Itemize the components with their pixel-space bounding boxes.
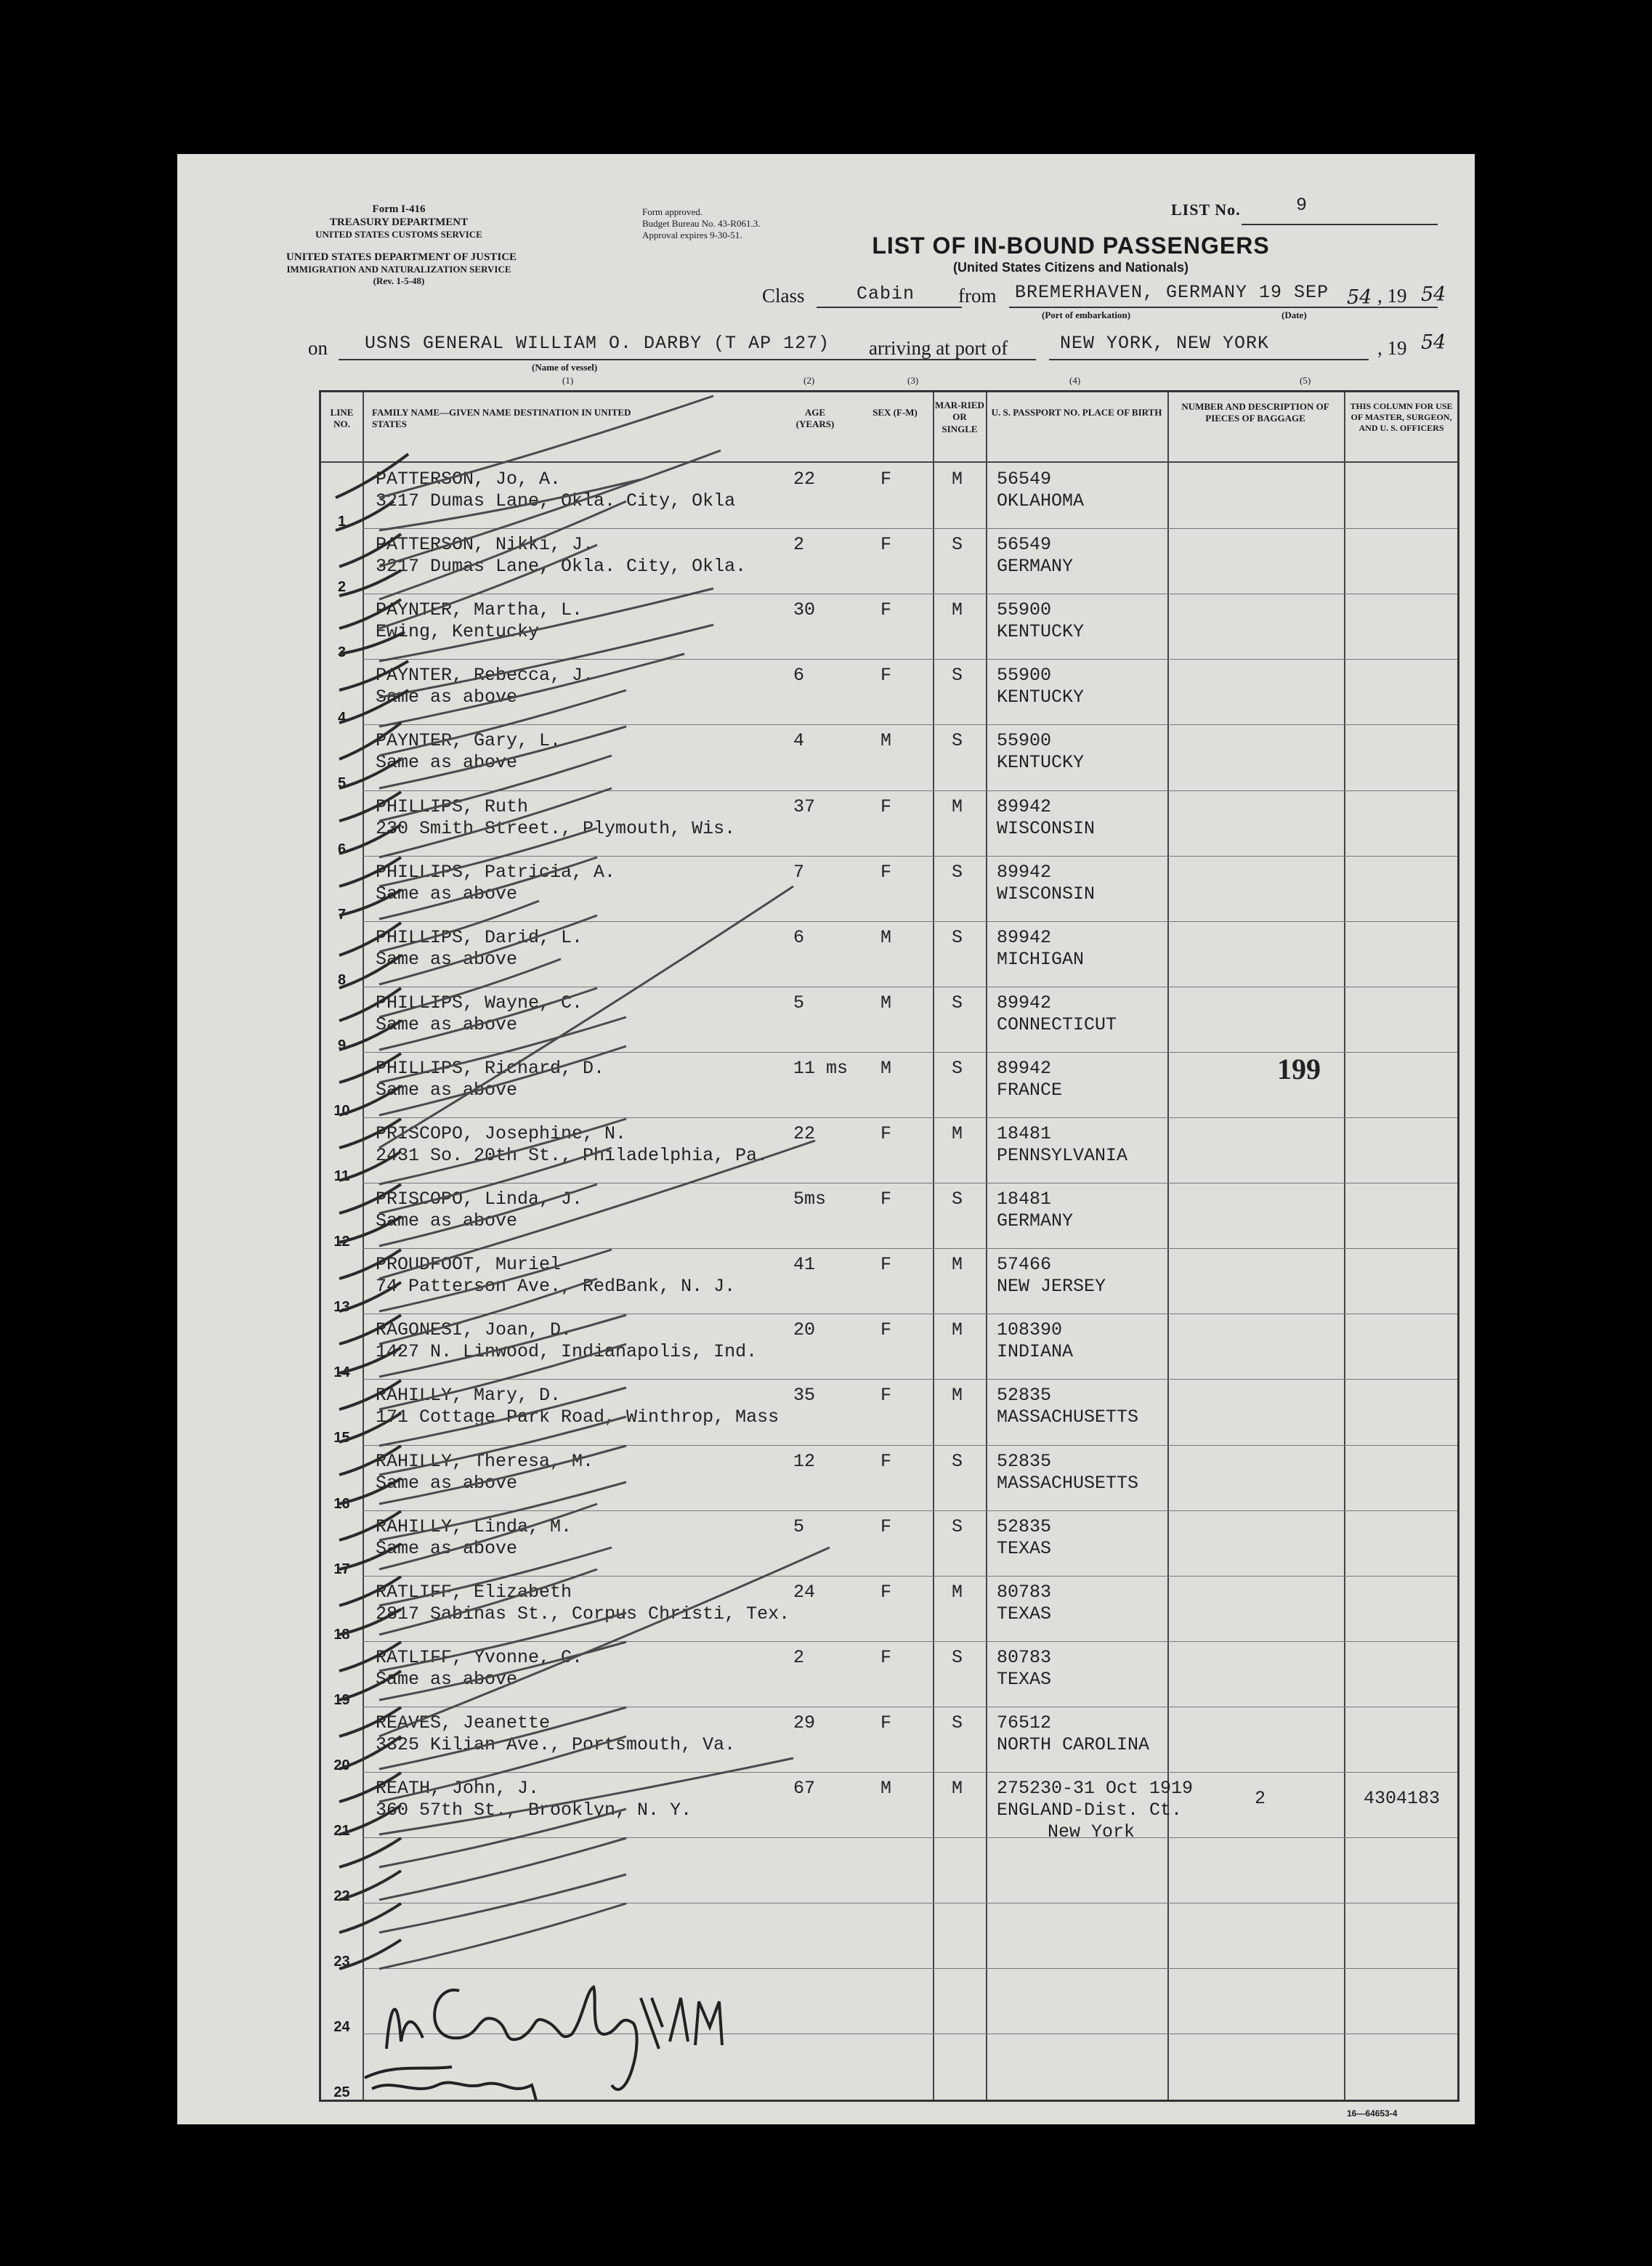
destination-address: Same as above	[376, 883, 518, 905]
sex-value: M	[880, 1057, 892, 1079]
list-no-underline	[1242, 224, 1438, 225]
embarkation-value: BREMERHAVEN, GERMANY 19 SEP	[1015, 282, 1329, 303]
marital-status: S	[952, 1450, 963, 1472]
arriving-label: arriving at port of	[869, 337, 1008, 359]
line-number: 1	[337, 514, 347, 530]
passport-number: 80783	[997, 1646, 1052, 1668]
vessel-caption: (Name of vessel)	[532, 362, 598, 373]
age-value: 7	[793, 861, 805, 883]
age-value: 41	[793, 1254, 816, 1276]
place-of-birth: NORTH CAROLINA	[997, 1733, 1150, 1755]
place-of-birth: KENTUCKY	[997, 621, 1085, 643]
year-suffix-2: 54	[1421, 331, 1446, 354]
age-value: 2	[793, 534, 805, 556]
sex-value: F	[880, 1123, 892, 1144]
passport-number: 56549	[997, 469, 1052, 490]
place-of-birth: FRANCE	[997, 1079, 1063, 1101]
age-value: 5ms	[793, 1189, 827, 1210]
line-number: 7	[337, 906, 347, 923]
destination-address: Same as above	[376, 1210, 518, 1232]
from-label: from	[958, 285, 997, 307]
year-prefix-2: , 19	[1377, 337, 1407, 359]
marital-status: S	[952, 861, 963, 883]
passenger-name: PHILLIPS, Darid, L.	[376, 926, 583, 948]
destination-address: Same as above	[376, 1472, 518, 1494]
passport-number: 52835	[997, 1385, 1052, 1407]
destination-address: 3217 Dumas Lane, Okla. City, Okla.	[376, 556, 747, 578]
approval-line-2: Budget Bureau No. 43-R061.3.	[642, 218, 761, 229]
age-value: 37	[793, 796, 816, 817]
col-number-5: (5)	[1300, 375, 1311, 386]
line-number: 18	[333, 1626, 350, 1643]
place-of-birth: KENTUCKY	[997, 687, 1085, 708]
marital-status: M	[952, 1581, 963, 1603]
marital-status: M	[952, 1778, 963, 1799]
destination-address: 230 Smith Street., Plymouth, Wis.	[376, 817, 736, 839]
destination-address: 360 57th St., Brooklyn, N. Y.	[376, 1800, 692, 1821]
destination-address: Same as above	[376, 1668, 518, 1690]
destination-address: Same as above	[376, 1013, 518, 1035]
line-number: 24	[333, 2019, 350, 2036]
immigration-service: IMMIGRATION AND NATURALIZATION SERVICE	[286, 264, 511, 275]
place-of-birth: INDIANA	[997, 1341, 1074, 1363]
port-underline	[1049, 359, 1369, 360]
treasury-dept: TREASURY DEPARTMENT	[329, 217, 469, 228]
age-value: 6	[793, 665, 805, 687]
passport-number: 275230-31 Oct 1919	[997, 1778, 1194, 1799]
officer-note: 4304183	[1364, 1788, 1441, 1809]
passenger-name: RAHILLY, Linda, M.	[376, 1516, 572, 1537]
col-number-2: (2)	[803, 375, 815, 386]
header-name: FAMILY NAME—GIVEN NAME DESTINATION IN UNITED STATES	[372, 407, 631, 430]
list-no-value: 9	[1296, 195, 1308, 216]
passenger-name: PATTERSON, Nikki, J.	[376, 534, 594, 556]
list-no-label: LIST No.	[1171, 201, 1241, 219]
header-age: AGE (YEARS)	[795, 407, 835, 430]
sex-value: F	[880, 665, 892, 687]
marital-status: M	[952, 1123, 963, 1144]
approval-line-3: Approval expires 9-30-51.	[642, 230, 742, 240]
passport-number: 52835	[997, 1450, 1052, 1472]
form-revision: (Rev. 1-5-48)	[373, 275, 425, 286]
place-of-birth: OKLAHOMA	[997, 490, 1085, 511]
vessel-name: USNS GENERAL WILLIAM O. DARBY (T AP 127)	[365, 333, 830, 354]
sex-value: F	[880, 1254, 892, 1276]
passenger-name: PATTERSON, Jo, A.	[376, 469, 562, 490]
marital-status: M	[952, 1319, 963, 1341]
passenger-name: PRISCOPO, Josephine, N.	[376, 1123, 627, 1144]
place-of-birth: MASSACHUSETTS	[997, 1407, 1139, 1428]
line-number: 10	[333, 1102, 350, 1119]
marital-status: S	[952, 1189, 963, 1210]
age-value: 2	[793, 1646, 805, 1668]
header-officers: THIS COLUMN FOR USE OF MASTER, SURGEON, AND U. S. OFFICERS	[1350, 401, 1453, 433]
marital-status: S	[952, 1516, 963, 1537]
place-of-birth-line-2: New York	[1048, 1821, 1135, 1842]
sex-value: F	[880, 599, 892, 621]
line-number: 3	[337, 644, 347, 661]
class-label: Class	[762, 285, 805, 307]
sex-value: M	[880, 926, 892, 948]
place-of-birth: TEXAS	[997, 1537, 1052, 1559]
sex-value: M	[880, 992, 892, 1013]
line-number: 23	[333, 1954, 350, 1970]
passenger-name: RAHILLY, Theresa, M.	[376, 1450, 594, 1472]
line-number: 5	[337, 775, 347, 792]
age-value: 12	[793, 1450, 816, 1472]
passport-number: 52835	[997, 1516, 1052, 1537]
line-number: 12	[333, 1234, 350, 1250]
from-underline	[1009, 307, 1438, 308]
marital-status: S	[952, 534, 963, 556]
passport-number: 56549	[997, 534, 1052, 556]
passport-number: 89942	[997, 861, 1052, 883]
line-number: 11	[333, 1168, 350, 1184]
inspector-signature	[321, 392, 1457, 2100]
marital-status: M	[952, 1254, 963, 1276]
header-line-no: LINE NO.	[330, 407, 354, 430]
customs-service: UNITED STATES CUSTOMS SERVICE	[315, 229, 482, 240]
marital-status: M	[952, 1385, 963, 1407]
passport-number: 55900	[997, 730, 1052, 752]
destination-address: 2817 Sabinas St., Corpus Christi, Tex.	[376, 1603, 790, 1624]
place-of-birth: NEW JERSEY	[997, 1276, 1106, 1298]
col-number-1: (1)	[562, 375, 574, 386]
passenger-table	[319, 390, 1459, 2102]
year-suffix-1: 54	[1421, 283, 1446, 306]
age-value: 4	[793, 730, 805, 752]
line-number: 8	[337, 971, 347, 988]
destination-address: Ewing, Kentucky	[376, 621, 540, 643]
line-number: 19	[333, 1691, 350, 1708]
age-value: 22	[793, 1123, 816, 1144]
place-of-birth: CONNECTICUT	[997, 1013, 1117, 1035]
sex-value: F	[880, 1581, 892, 1603]
officer-stamp-note: 199	[1277, 1053, 1321, 1085]
place-of-birth: WISCONSIN	[997, 817, 1096, 839]
marital-status: S	[952, 1646, 963, 1668]
sex-value: F	[880, 1450, 892, 1472]
baggage-count: 2	[1255, 1788, 1266, 1809]
marital-status: M	[952, 469, 963, 490]
age-value: 67	[793, 1778, 816, 1799]
passenger-name: PAYNTER, Martha, L.	[376, 599, 583, 621]
sex-value: F	[880, 861, 892, 883]
sex-value: F	[880, 1319, 892, 1341]
header-passport: U. S. PASSPORT NO. PLACE OF BIRTH	[991, 407, 1162, 418]
passenger-name: PAYNTER, Gary, L.	[376, 730, 562, 752]
class-value: Cabin	[857, 283, 915, 304]
destination-address: 1427 N. Linwood, Indianapolis, Ind.	[376, 1341, 758, 1363]
handwritten-year-from: 54	[1347, 286, 1372, 309]
passport-number: 80783	[997, 1581, 1052, 1603]
passenger-name: PHILLIPS, Richard, D.	[376, 1057, 605, 1079]
passport-number: 57466	[997, 1254, 1052, 1276]
header-sex: SEX (F-M)	[872, 407, 918, 418]
justice-dept: UNITED STATES DEPARTMENT OF JUSTICE	[286, 251, 517, 263]
passport-number: 55900	[997, 665, 1052, 687]
col-number-3: (3)	[907, 375, 919, 386]
marital-status: M	[952, 796, 963, 817]
destination-address: 3217 Dumas Lane, Okla. City, Okla	[376, 490, 736, 511]
place-of-birth: GERMANY	[997, 556, 1074, 578]
place-of-birth: KENTUCKY	[997, 752, 1085, 774]
place-of-birth: PENNSYLVANIA	[997, 1145, 1128, 1166]
footer-code: 16—64653-4	[1347, 2108, 1398, 2119]
destination-address: Same as above	[376, 948, 518, 970]
approval-line-1: Form approved.	[642, 206, 703, 217]
passenger-name: PROUDFOOT, Muriel	[376, 1254, 562, 1276]
place-of-birth: WISCONSIN	[997, 883, 1096, 905]
place-of-birth: TEXAS	[997, 1603, 1052, 1624]
age-value: 11 ms	[793, 1057, 849, 1079]
destination-address: 2431 So. 20th St., Philadelphia, Pa.	[376, 1145, 769, 1166]
destination-address: 171 Cottage Park Road, Winthrop, Mass	[376, 1407, 780, 1428]
passenger-name: RATLIFF, Yvonne, C.	[376, 1646, 583, 1668]
sex-value: F	[880, 1712, 892, 1733]
passenger-name: PAYNTER, Rebecca, J.	[376, 665, 594, 687]
destination-address: Same as above	[376, 1079, 518, 1101]
place-of-birth: TEXAS	[997, 1668, 1052, 1690]
header-married: MAR-RIED OR SINGLE	[935, 400, 984, 434]
date-caption: (Date)	[1281, 309, 1307, 320]
line-number: 13	[333, 1299, 350, 1316]
class-underline	[817, 307, 962, 308]
passport-number: 108390	[997, 1319, 1063, 1341]
marital-status: S	[952, 1057, 963, 1079]
destination-address: Same as above	[376, 752, 518, 774]
passport-number: 55900	[997, 599, 1052, 621]
passport-number: 76512	[997, 1712, 1052, 1733]
sex-value: M	[880, 1778, 892, 1799]
sex-value: F	[880, 796, 892, 817]
passenger-name: PHILLIPS, Wayne, C.	[376, 992, 583, 1013]
year-prefix-1: , 19	[1377, 285, 1407, 307]
destination-address: Same as above	[376, 1537, 518, 1559]
age-value: 5	[793, 1516, 805, 1537]
line-number: 21	[333, 1823, 350, 1839]
passport-number: 89942	[997, 796, 1052, 817]
sex-value: F	[880, 1385, 892, 1407]
destination-address: 3325 Kilian Ave., Portsmouth, Va.	[376, 1733, 736, 1755]
marital-status: S	[952, 730, 963, 752]
passenger-name: PRISCOPO, Linda, J.	[376, 1189, 583, 1210]
form-title: LIST OF IN-BOUND PASSENGERS	[872, 232, 1270, 259]
passenger-manifest-sheet	[177, 154, 1475, 2124]
passenger-name: REATH, John, J.	[376, 1778, 540, 1799]
line-number: 17	[333, 1561, 350, 1577]
line-number: 16	[333, 1495, 350, 1512]
line-number: 9	[337, 1037, 347, 1053]
signature-text: L.W. Cowley 9AM Insp Off	[321, 392, 330, 393]
line-number: 22	[333, 1888, 350, 1905]
marital-status: S	[952, 992, 963, 1013]
sex-value: F	[880, 1516, 892, 1537]
place-of-birth: MASSACHUSETTS	[997, 1472, 1139, 1494]
place-of-birth: ENGLAND-Dist. Ct.	[997, 1800, 1183, 1821]
sex-value: F	[880, 534, 892, 556]
line-number: 2	[337, 579, 347, 596]
age-value: 5	[793, 992, 805, 1013]
age-value: 35	[793, 1385, 816, 1407]
port-caption: (Port of embarkation)	[1042, 309, 1131, 320]
destination-address: 74 Patterson Ave., RedBank, N. J.	[376, 1276, 736, 1298]
header-baggage: NUMBER AND DESCRIPTION OF PIECES OF BAGGAGE	[1181, 401, 1329, 424]
passenger-name: PHILLIPS, Ruth	[376, 796, 529, 817]
place-of-birth: GERMANY	[997, 1210, 1074, 1232]
place-of-birth: MICHIGAN	[997, 948, 1085, 970]
col-number-4: (4)	[1069, 375, 1081, 386]
sex-value: F	[880, 1189, 892, 1210]
on-label: on	[308, 337, 328, 359]
line-number: 20	[333, 1757, 350, 1773]
passenger-name: RATLIFF, Elizabeth	[376, 1581, 572, 1603]
passport-number: 18481	[997, 1123, 1052, 1144]
age-value: 22	[793, 469, 816, 490]
binder-holes	[0, 0, 174, 2266]
marital-status: S	[952, 665, 963, 687]
line-number: 6	[337, 841, 347, 857]
passenger-name: PHILLIPS, Patricia, A.	[376, 861, 616, 883]
age-value: 24	[793, 1581, 816, 1603]
passport-number: 89942	[997, 926, 1052, 948]
arrival-port: NEW YORK, NEW YORK	[1060, 333, 1270, 354]
line-number: 25	[333, 2084, 350, 2101]
marital-status: S	[952, 1712, 963, 1733]
passenger-name: RAGONESI, Joan, D.	[376, 1319, 572, 1341]
marital-status: M	[952, 599, 963, 621]
age-value: 6	[793, 926, 805, 948]
sex-value: M	[880, 730, 892, 752]
line-number: 14	[333, 1364, 350, 1381]
sex-value: F	[880, 1646, 892, 1668]
form-number: Form I-416	[372, 203, 426, 215]
line-number: 15	[333, 1430, 350, 1446]
passenger-name: REAVES, Jeanette	[376, 1712, 551, 1733]
line-number: 4	[337, 710, 347, 727]
passport-number: 89942	[997, 1057, 1052, 1079]
passport-number: 89942	[997, 992, 1052, 1013]
passenger-name: RAHILLY, Mary, D.	[376, 1385, 562, 1407]
form-subtitle: (United States Citizens and Nationals)	[952, 260, 1189, 275]
sex-value: F	[880, 469, 892, 490]
age-value: 20	[793, 1319, 816, 1341]
age-value: 30	[793, 599, 816, 621]
passport-number: 18481	[997, 1189, 1052, 1210]
marital-status: S	[952, 926, 963, 948]
age-value: 29	[793, 1712, 816, 1733]
destination-address: Same as above	[376, 687, 518, 708]
